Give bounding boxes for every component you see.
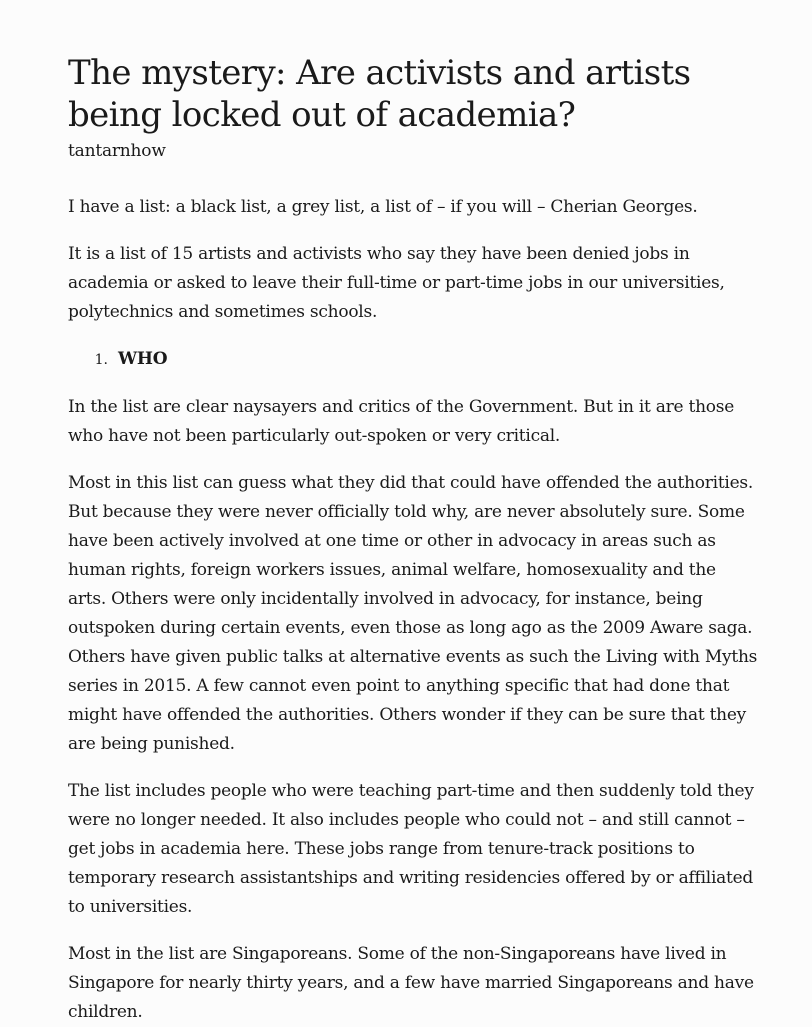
paragraph: I have a list: a black list, a grey list, a list of – if you will – Cherian Georges.	[68, 197, 698, 217]
section-list	[68, 345, 758, 375]
article	[68, 0, 758, 1027]
article-author[interactable]: tantarnhow	[68, 141, 166, 161]
article-body	[68, 193, 758, 1027]
paragraph: In the list are clear naysayers and critics of the Government. But in it are those who have not been particularly out-spoken or very critical.	[68, 397, 735, 446]
list-item	[68, 345, 758, 375]
list-item-number: 1.	[94, 352, 108, 368]
paragraph: The list includes people who were teaching part-time and then suddenly told they were no longer needed. It also includes people who could not – and still cannot – get jobs in academia here. These jobs range from tenure-track positions to temporary research assistantships and writing residencies offered by or affiliated to universities.	[68, 781, 754, 917]
article-title: The mystery: Are activists and artists being locked out of academia?	[68, 53, 691, 135]
paragraph: It is a list of 15 artists and activists who say they have been denied jobs in academia or asked to leave their full-time or part-time jobs in our universities, polytechnics and sometimes schools.	[68, 244, 725, 322]
list-item-label: WHO	[118, 349, 168, 369]
paragraph: Most in the list are Singaporeans. Some of the non-Singaporeans have lived in Singapore for nearly thirty years, and a few have married Singaporeans and have children.	[68, 944, 754, 1022]
paragraph: Most in this list can guess what they did that could have offended the authorities. But because they were never officially told why, are never absolutely sure. Some have been actively involved at one time or other in advocacy in areas such as human rights, foreign workers issues, animal welfare, homosexuality and the arts. Others were only incidentally involved in advocacy, for instance, being outspoken during certain events, even those as long ago as the 2009 Aware saga. Others have given public talks at alternative events as such the Living with Myths series in 2015. A few cannot even point to anything specific that had done that might have offended the authorities. Others wonder if they can be sure that they are being punished.	[68, 473, 758, 754]
